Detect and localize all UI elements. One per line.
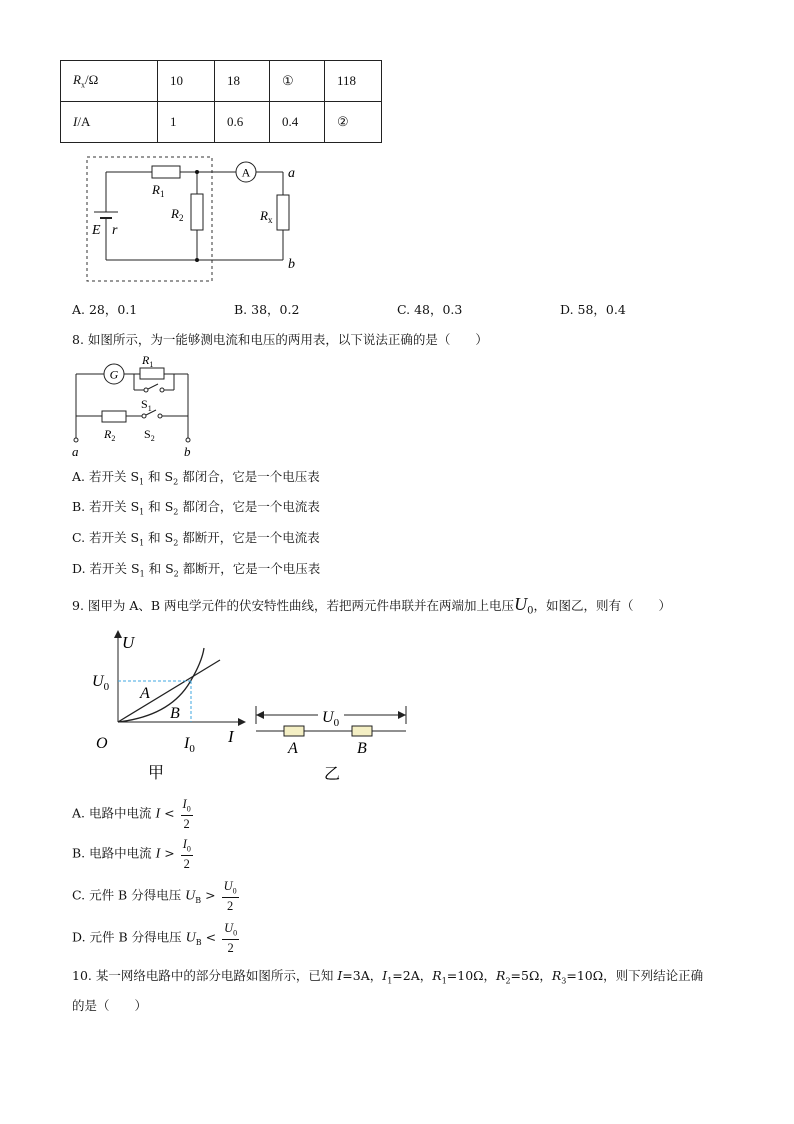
svg-text:r: r <box>112 223 118 238</box>
q9-option-c[interactable]: C. 元件 B 分得电压 $U_B$ > $\frac{U_0}{2}$ <box>72 879 237 913</box>
table-cell: 0.6 <box>215 102 270 143</box>
svg-text:I0: $I_0$ <box>184 735 195 755</box>
series-diagram-yi <box>252 700 417 786</box>
iu-graph-jia <box>70 626 250 786</box>
svg-text:R1: $R_1$ <box>142 353 154 369</box>
q8-option-b[interactable]: B. 若开关 $S_1$ 和 $S_2$ 都闭合，它是一个电流表 <box>72 499 320 517</box>
circuit-q7-diagram <box>80 150 310 290</box>
svg-text:B: B <box>357 740 367 757</box>
table-cell: 0.4 <box>270 102 325 143</box>
svg-text:R1: $R_1$ <box>152 182 165 199</box>
q8-option-d[interactable]: D. 若开关 $S_1$ 和 $S_2$ 都断开，它是一个电压表 <box>72 561 321 579</box>
svg-text:O: O <box>96 735 108 752</box>
svg-text:E: E <box>92 223 101 238</box>
svg-text:乙: 乙 <box>324 766 341 783</box>
q9-option-d[interactable]: D. 元件 B 分得电压 $U_B$ < $\frac{U_0}{2}$ <box>72 921 238 955</box>
svg-text:R2: $R_2$ <box>171 206 184 223</box>
svg-text:B: B <box>170 705 180 722</box>
svg-text:A: A <box>288 740 298 757</box>
table-cell: 18 <box>215 61 270 102</box>
q7-option-b[interactable]: B. 38，0.2 <box>234 302 300 317</box>
q10-stem-line2: 的是（ ） <box>72 998 148 1013</box>
q10-stem-line1: 10. 某一网络电路中的部分电路如图所示，已知 I=3A，$I_1=2A$，$R_1=10\Omega$，$R_2=5\Omega$，$R_3=10\Omega$，则下列结论正确 <box>72 968 704 986</box>
table-cell: ② <box>325 102 382 143</box>
table-cell: ① <box>270 61 325 102</box>
svg-text:b: b <box>184 444 191 459</box>
svg-text:R2: $R_2$ <box>104 427 116 443</box>
svg-text:甲: 甲 <box>148 765 165 782</box>
table-cell: 1 <box>158 102 215 143</box>
table-header-rx: $R_x/\Omega$ <box>61 61 158 102</box>
svg-text:a: a <box>288 166 295 181</box>
q7-option-c[interactable]: C. 48，0.3 <box>397 302 463 317</box>
table-row-i <box>61 102 382 143</box>
svg-text:G: G <box>109 367 119 382</box>
svg-text:Rx: $R_x$ <box>260 208 273 225</box>
svg-text:A: A <box>140 685 150 702</box>
table-header-i: I/A <box>61 102 158 143</box>
svg-text:I: I <box>228 727 234 746</box>
q7-option-d[interactable]: D. 58，0.4 <box>560 302 626 317</box>
svg-text:a: a <box>72 444 79 459</box>
table-cell: 118 <box>325 61 382 102</box>
q9-option-b[interactable]: B. 电路中电流 I > $\frac{I_0}{2}$ <box>72 837 191 871</box>
svg-text:S1: $S_1$ <box>141 397 152 413</box>
q8-stem: 8. 如图所示，为一能够测电流和电压的两用表，以下说法正确的是（ ） <box>72 332 488 347</box>
q9-option-a[interactable]: A. 电路中电流 I < $\frac{I_0}{2}$ <box>72 797 191 831</box>
svg-text:U: U <box>122 633 135 652</box>
data-table <box>60 60 382 143</box>
q9-stem: 9. 图甲为 A、B 两电学元件的伏安特性曲线，若把两元件串联并在两端加上电压$U_0$，如图乙，则有（ ） <box>72 594 671 617</box>
circuit-q8-diagram <box>68 350 208 462</box>
q8-option-a[interactable]: A. 若开关 $S_1$ 和 $S_2$ 都闭合，它是一个电压表 <box>72 469 320 487</box>
table-cell: 10 <box>158 61 215 102</box>
svg-text:U0: $U_0$ <box>92 673 110 693</box>
q8-option-c[interactable]: C. 若开关 $S_1$ 和 $S_2$ 都断开，它是一个电流表 <box>72 530 320 548</box>
table-row-rx <box>61 61 382 102</box>
svg-text:S2: $S_2$ <box>144 427 155 443</box>
ammeter-label: A <box>241 165 251 180</box>
q7-option-a[interactable]: A. 28，0.1 <box>72 302 138 317</box>
svg-text:b: b <box>288 257 295 272</box>
svg-text:U0: $U_0$ <box>322 709 340 729</box>
